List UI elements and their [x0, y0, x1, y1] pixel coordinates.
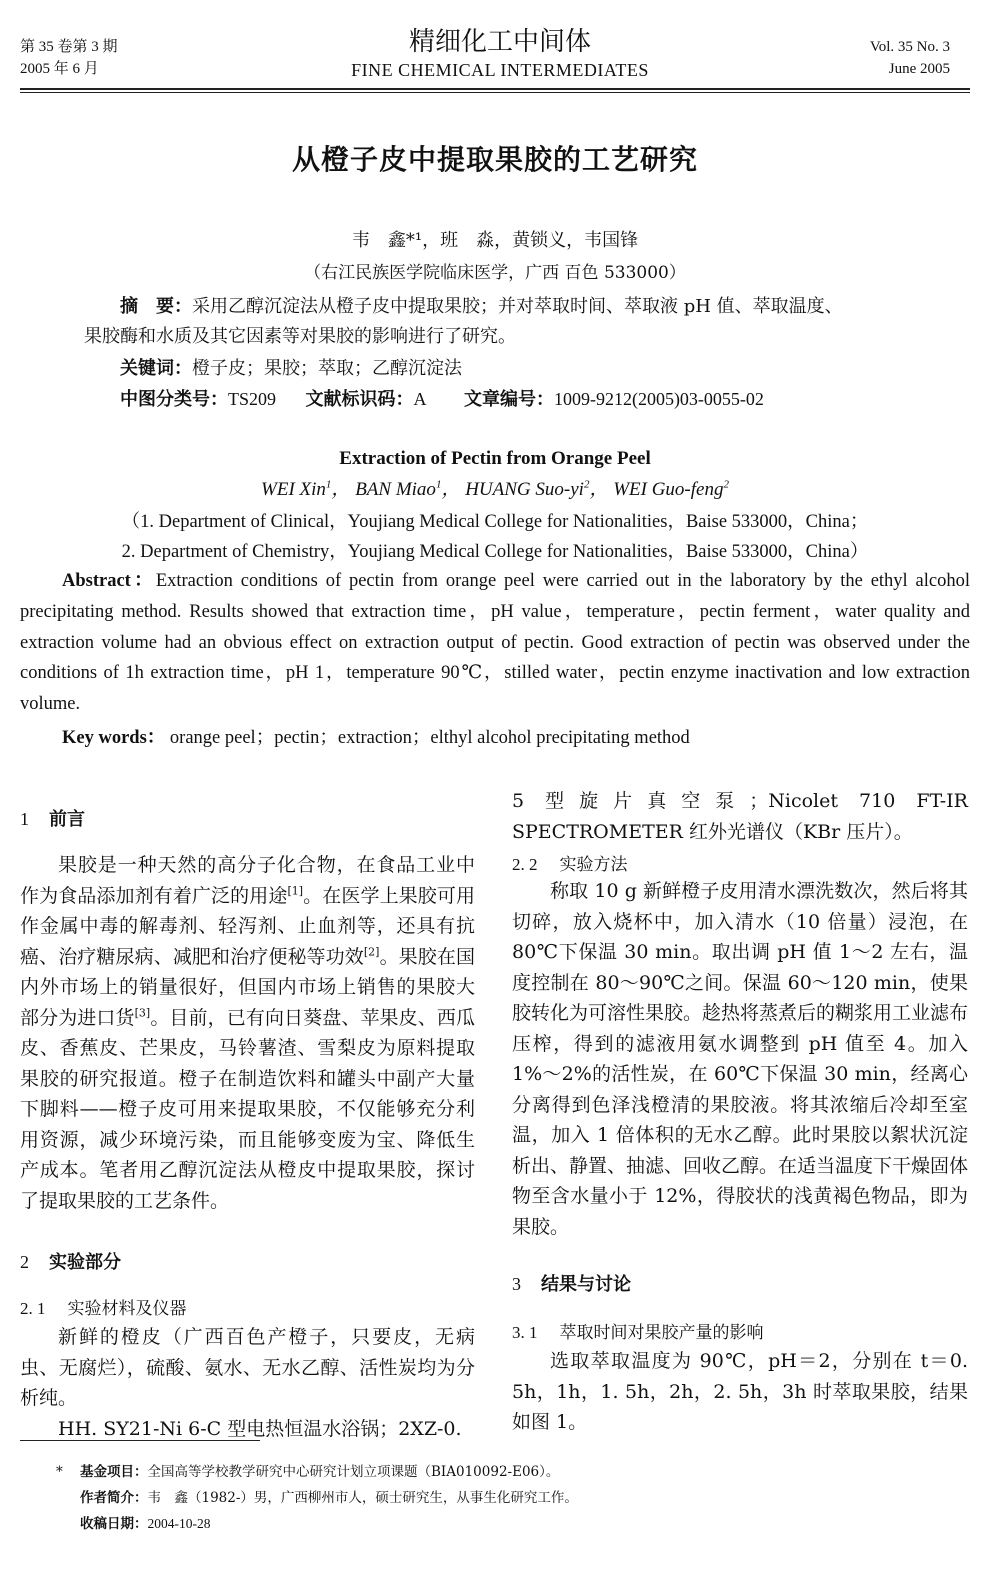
- section-1-heading: [20, 805, 85, 831]
- author-en-3-sup: 2: [583, 478, 590, 491]
- keywords-cn-label: 关键词：: [120, 358, 192, 379]
- subsection-3-1-title: 萃取时间对果胶产量的影响: [559, 1323, 764, 1343]
- section-2-1-body: [20, 1322, 475, 1444]
- footnote-star: *: [56, 1464, 63, 1480]
- abstract-en: [20, 566, 970, 720]
- author-en-1-sup: 1: [325, 478, 332, 491]
- author-en-1: WEI Xin: [261, 479, 326, 500]
- subsection-2-1-heading: [20, 1294, 187, 1319]
- section-2-heading: [20, 1248, 121, 1274]
- subsection-2-2-heading: [512, 850, 628, 875]
- section-2-title: 实验部分: [49, 1252, 121, 1273]
- subsection-3-1-number: 3. 1: [512, 1323, 538, 1342]
- section-3-number: 3: [512, 1274, 521, 1294]
- clc-value: TS209: [228, 389, 277, 409]
- article-no-label: 文章编号：: [463, 389, 554, 410]
- subsection-2-2-number: 2. 2: [512, 855, 538, 874]
- footnote-author: [80, 1488, 578, 1508]
- section-1-title: 前言: [49, 809, 85, 830]
- journal-title-cn: 精细化工中间体: [408, 27, 591, 57]
- section-1-number: 1: [20, 809, 29, 829]
- paper-title: 从橙子皮中提取果胶的工艺研究: [291, 143, 698, 176]
- affiliation-cn: （右江民族医学院临床医学，广西 百色 533000）: [304, 263, 686, 283]
- section-2-2-body: 称取 10 g 新鲜橙子皮用清水漂洗数次，然后将其切碎，放入烧杯中，加入清水（10 倍量）浸泡，在 80℃下保温 30 min。取出调 pH 值 1～2 左右，温度控制在 80～90℃之间。保温 60～120 min，使果胶转化为可溶性果胶。趁热将蒸煮后的糊浆用工业滤布压榨，得到的滤液用氨水调整到 pH 值至 4。加入 1%～2%的活性炭，在 60℃下保温 30 min，经离心分离得到色泽浅橙清的果胶液。将其浓缩后冷却至室温，加入 1 倍体积的无水乙醇。此时果胶以絮状沉淀析出、静置、抽滤、回收乙醇。在适当温度下干燥固体物至含水量小于 12%，得胶状的浅黄褐色物品，即为果胶。: [512, 880, 969, 1238]
- title-en: Extraction of Pectin from Orange Peel: [339, 448, 651, 469]
- classification-line: [120, 384, 764, 415]
- footnote-fund: [56, 1462, 559, 1482]
- citation-2: [2]: [363, 945, 380, 959]
- author-en-4-sup: 2: [723, 478, 729, 491]
- sec1-text-d: 。目前，已有向日葵盘、苹果皮、西瓜皮、香蕉皮、芒果皮，马铃薯渣、雪梨皮为原料提取果胶的研究报道。橙子在制造饮料和罐头中副产大量下脚料——橙子皮可用来提取果胶，不仅能够充分利用资源，减少环境污染，而且能够变废为宝、降低生产成本。笔者用乙醇沉淀法从橙皮中提取果胶，探讨了提取果胶的工艺条件。: [20, 1006, 475, 1212]
- header-volume-line1: 第 35 卷第 3 期: [20, 39, 118, 55]
- authors-cn: 韦 鑫*¹，班 淼，黄锁义，韦国锋: [351, 230, 639, 251]
- subsection-3-1-heading: [512, 1318, 764, 1343]
- subsection-2-2-title: 实验方法: [559, 855, 628, 875]
- keywords-en-text: orange peel；pectin；extraction；elthyl alcohol precipitating method: [169, 728, 690, 748]
- keywords-cn-text: 橙子皮；果胶；萃取；乙醇沉淀法: [192, 358, 462, 379]
- subsection-2-1-number: 2. 1: [20, 1299, 46, 1318]
- subsection-2-1-title: 实验材料及仪器: [67, 1299, 187, 1319]
- doc-code-value: A: [413, 389, 427, 409]
- sec2-instruments: HH. SY21-Ni 6-C 型电热恒温水浴锅；2XZ-0.: [58, 1417, 462, 1440]
- footnote-rule: [20, 1440, 260, 1441]
- received-date-value: 2004-10-28: [147, 1516, 211, 1531]
- keywords-en: [62, 723, 690, 753]
- affiliation-en-2: 2. Department of Chemistry，Youjiang Medical College for Nationalities，Baise 533000，China）: [121, 542, 869, 562]
- author-bio-label: 作者简介：: [80, 1490, 148, 1506]
- header-volume-line2: 2005 年 6 月: [20, 61, 99, 77]
- abstract-cn: [20, 292, 970, 352]
- header-rule-top: [20, 88, 970, 90]
- section-2-number: 2: [20, 1252, 29, 1272]
- header-issue-line2: June 2005: [888, 61, 950, 77]
- sec1-text-a: 果胶是一种天然的高分子化合物，在食品工业中作为食品添加剂有着广泛的用途: [20, 854, 475, 907]
- author-en-4: WEI Guo-feng: [613, 479, 724, 500]
- received-date-label: 收稿日期：: [80, 1516, 148, 1532]
- affiliation-en-1: （1. Department of Clinical，Youjiang Medical College for Nationalities，Baise 533000，China；: [121, 512, 869, 532]
- footnote-date: [80, 1514, 211, 1534]
- journal-title: [250, 26, 750, 82]
- section-3-heading: [512, 1270, 631, 1296]
- abstract-cn-label: 摘 要：: [120, 296, 192, 317]
- keywords-en-label: Key words：: [62, 728, 166, 748]
- doc-code-label: 文献标识码：: [305, 389, 414, 410]
- authors-en: WEI Xin$^1$， BAN Miao$^1$， HUANG Suo-$yi^2$， WEI Guo-feng$^2$: [261, 478, 729, 500]
- header-rule-bottom: [20, 92, 970, 93]
- instruments-continued: 5 型旋片真空泵；Nicolet 710 FT-IR SPECTROMETER 红外光谱仪（KBr 压片）。: [512, 790, 968, 843]
- clc-label: 中图分类号：: [120, 389, 228, 410]
- abstract-cn-text-1: 采用乙醇沉淀法从橙子皮中提取果胶；并对萃取时间、萃取液 pH 值、萃取温度、: [192, 296, 843, 317]
- journal-title-en: FINE CHEMICAL INTERMEDIATES: [351, 60, 649, 80]
- citation-3: [3]: [134, 1006, 151, 1020]
- sec2-materials: 新鲜的橙皮（广西百色产橙子，只要皮，无病虫、无腐烂），硫酸、氨水、无水乙醇、活性炭均为分析纯。: [20, 1326, 475, 1409]
- sec1-text-c: 。果胶在国内外市场上的销量很好，但国内市场上销售的果胶大部分为进口货: [20, 945, 475, 1029]
- author-en-2: BAN Miao: [355, 479, 436, 500]
- header-volume: [20, 36, 118, 80]
- author-en-2-sup: 1: [435, 478, 442, 491]
- header-issue: [800, 36, 950, 80]
- section-1-body: [20, 850, 475, 1216]
- abstract-cn-text-2: 果胶酶和水质及其它因素等对果胶的影响进行了研究。: [84, 326, 516, 347]
- fund-text: 全国高等学校教学研究中心研究计划立项课题（BIA010092-E06）。: [147, 1464, 560, 1480]
- article-no-value: 1009-9212(2005)03-0055-02: [553, 389, 764, 409]
- section-3-1-body: 选取萃取温度为 90℃，pH＝2，分别在 t＝0. 5h，1h，1. 5h，2h，2. 5h，3h 时萃取果胶，结果如图 1。: [512, 1350, 968, 1433]
- fund-label: 基金项目：: [80, 1464, 148, 1480]
- author-en-3: HUANG Suo-yi: [465, 479, 584, 500]
- keywords-cn: [120, 354, 462, 384]
- author-bio-text: 韦 鑫（1982-）男，广西柳州市人，硕士研究生，从事生化研究工作。: [147, 1490, 578, 1506]
- header-issue-line1: Vol. 35 No. 3: [869, 39, 950, 55]
- citation-1: [1]: [287, 884, 304, 898]
- section-3-title: 结果与讨论: [541, 1274, 631, 1295]
- abstract-en-label: Abstract：: [62, 571, 156, 591]
- sec1-text-b: 。在医学上果胶可用作金属中毒的解毒剂、轻泻剂、止血剂等，还具有抗癌、治疗糖尿病、减肥和治疗便秘等功效: [20, 884, 475, 968]
- abstract-en-text: Extraction conditions of pectin from orange peel were carried out in the laboratory by the ethyl alcohol precipitating method. Results showed that extraction time，pH value，temperature，pectin ferment，water quality and extraction volume had an obvious effect on extraction output of pectin. Good extraction of pectin was observed under the conditions of 1h extraction time，pH 1，temperature 90℃，stilled water，pectin enzyme inactivation and low extraction volume.: [20, 571, 971, 715]
